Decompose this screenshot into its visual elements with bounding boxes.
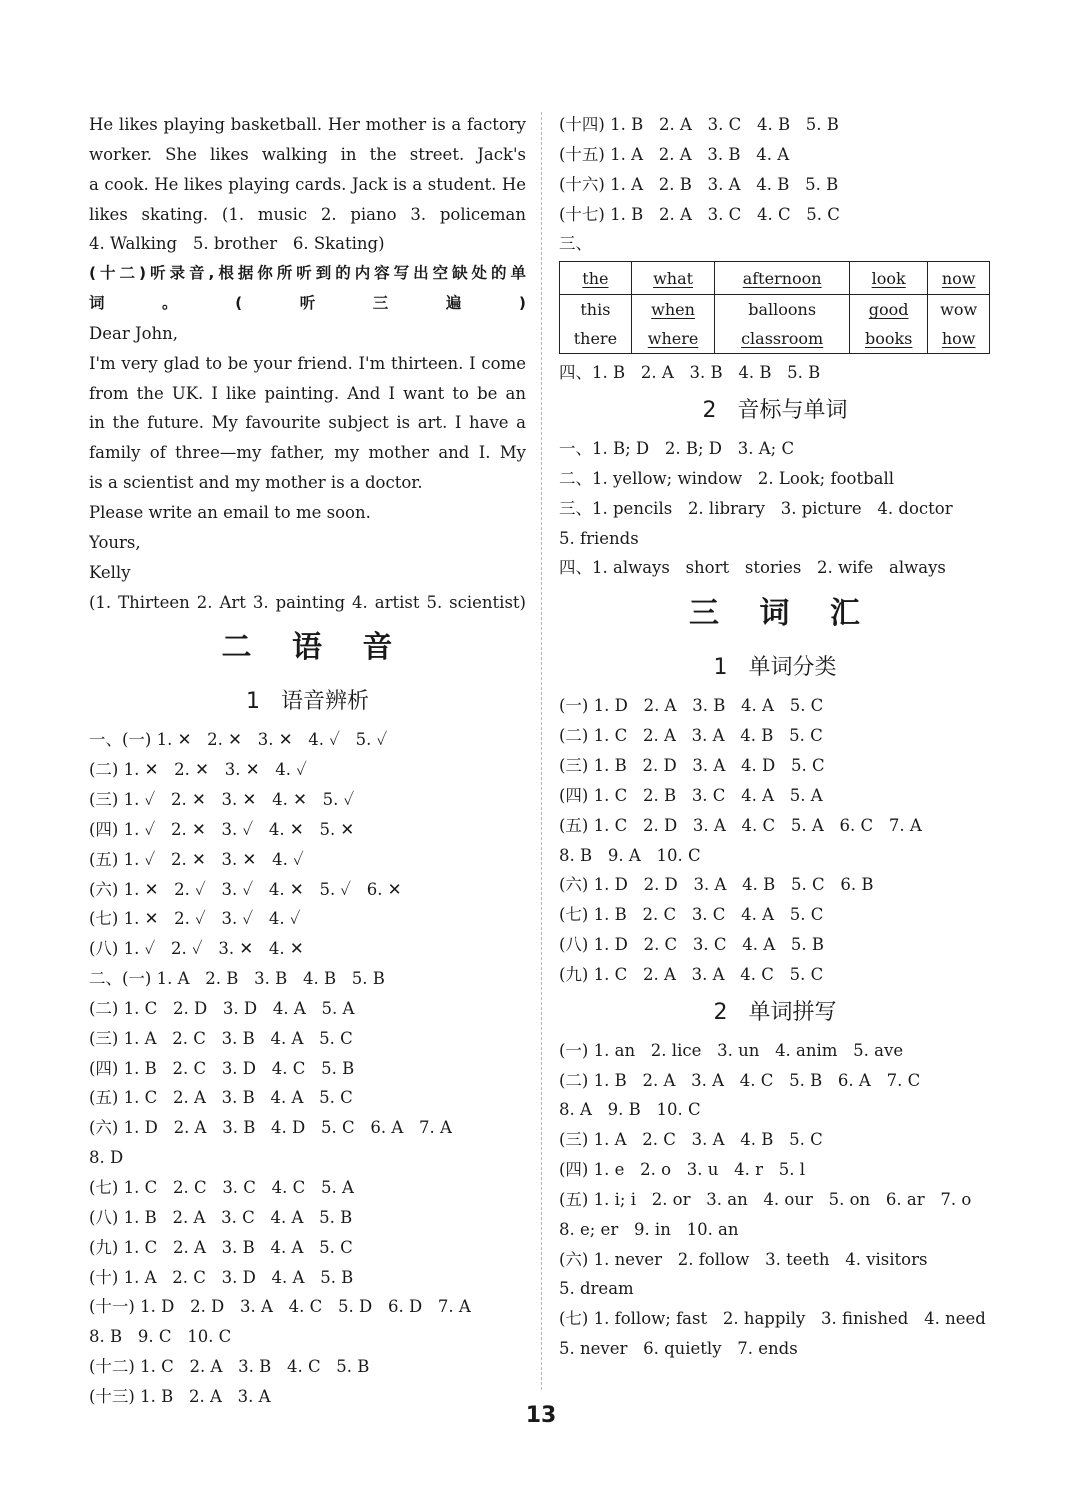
answer-line: 二、1. yellow; window 2. Look; football [559, 468, 895, 488]
answer-line: 8. B 9. C 10. C [89, 1327, 232, 1347]
answer-line: (十三) 1. B 2. A 3. A [89, 1386, 271, 1406]
table-word: classroom [741, 329, 824, 349]
table-cell [715, 262, 850, 295]
text-line: worker. She likes walking in the street. Jack's [89, 144, 526, 164]
answer-line: (二) 1. B 2. A 3. A 4. C 5. B 6. A 7. C [559, 1070, 921, 1090]
answer-line: (六) 1. D 2. D 3. A 4. B 5. C 6. B [559, 875, 874, 895]
answer-line: (八) 1. ✓ 2. ✓ 3. ✕ 4. ✕ [89, 939, 304, 959]
word-table [559, 261, 990, 354]
table-word: balloons [748, 300, 817, 320]
answer-line: (八) 1. D 2. C 3. C 4. A 5. B [559, 935, 825, 955]
answer-line: 8. D [89, 1148, 124, 1168]
answer-line: 三、1. pencils 2. library 3. picture 4. doctor [559, 498, 953, 518]
answer-line: (二) 1. C 2. A 3. A 4. B 5. C [559, 726, 823, 746]
column-divider [541, 112, 542, 1390]
table-cell [715, 295, 850, 354]
subsection-title: 2 音标与单词 [702, 398, 848, 424]
table-word: wow [940, 300, 978, 320]
answer-line: 5. never 6. quietly 7. ends [559, 1339, 798, 1359]
table-word: there [573, 329, 618, 349]
answer-line: (六) 1. ✕ 2. ✓ 3. ✓ 4. ✕ 5. ✓ 6. ✕ [89, 879, 402, 899]
answer-line: (十四) 1. B 2. A 3. C 4. B 5. B [559, 115, 839, 134]
answer-line: (四) 1. e 2. o 3. u 4. r 5. l [559, 1160, 805, 1180]
text-line: family of three—my father, my mother and I. My [89, 443, 526, 463]
answer-line: (七) 1. ✕ 2. ✓ 3. ✓ 4. ✓ [89, 909, 301, 929]
answer-line: 4. Walking 5. brother 6. Skating) [89, 234, 385, 254]
table-word: where [647, 329, 699, 349]
answer-line: (四) 1. ✓ 2. ✕ 3. ✓ 4. ✕ 5. ✕ [89, 819, 355, 839]
answer-line: 一、1. B; D 2. B; D 3. A; C [559, 439, 795, 459]
table-cell [631, 262, 715, 295]
text-line: a cook. He likes playing cards. Jack is a student. He [89, 174, 526, 194]
text-line: (1. Thirteen 2. Art 3. painting 4. artist 5. scientist) [89, 592, 526, 612]
answer-line: (四) 1. C 2. B 3. C 4. A 5. A [559, 785, 823, 805]
answer-line: 四、1. always short stories 2. wife always [559, 558, 946, 578]
table-word: what [653, 268, 694, 288]
answer-line: (七) 1. follow; fast 2. happily 3. finished 4. need [559, 1309, 986, 1329]
answer-line: Kelly [89, 562, 131, 582]
text-line: from the UK. I like painting. And I want to be an [89, 383, 526, 403]
answer-line: 5. dream [559, 1279, 634, 1299]
text-line: I'm very glad to be your friend. I'm thirteen. I come [89, 353, 526, 373]
table-word: afternoon [742, 268, 822, 288]
answer-line: (十六) 1. A 2. B 3. A 4. B 5. B [559, 174, 839, 194]
right-column [559, 110, 991, 1364]
table-cell [560, 262, 632, 295]
answer-line: (四) 1. B 2. C 3. D 4. C 5. B [89, 1058, 355, 1078]
question-heading: (十二)听录音,根据你所听到的内容写出空缺处的单 [89, 264, 526, 283]
table-word: now [941, 268, 976, 288]
text-line: in the future. My favourite subject is art. I have a [89, 413, 526, 433]
answer-line: Please write an email to me soon. [89, 502, 371, 522]
answer-line: (二) 1. C 2. D 3. D 4. A 5. A [89, 998, 355, 1018]
answer-line: (五) 1. i; i 2. or 3. an 4. our 5. on 6. ar 7. o [559, 1189, 972, 1209]
answer-line: 四、1. B 2. A 3. B 4. B 5. B [559, 363, 821, 383]
word-table-row [560, 295, 990, 354]
table-word: this [580, 300, 611, 320]
answer-line: (七) 1. C 2. C 3. C 4. C 5. A [89, 1178, 354, 1197]
answer-line: (九) 1. C 2. A 3. B 4. A 5. C [89, 1237, 353, 1257]
table-cell [631, 295, 715, 354]
word-table-row [560, 262, 990, 295]
table-cell [560, 295, 632, 354]
answer-line: 一、(一) 1. ✕ 2. ✕ 3. ✕ 4. ✓ 5. ✓ [89, 730, 388, 750]
answer-line: (十二) 1. C 2. A 3. B 4. C 5. B [89, 1357, 370, 1377]
answer-line: 三、 [559, 234, 592, 254]
answer-line: (八) 1. B 2. A 3. C 4. A 5. B [89, 1207, 353, 1227]
answer-line: 二、(一) 1. A 2. B 3. B 4. B 5. B [89, 969, 385, 989]
answer-line: (六) 1. D 2. A 3. B 4. D 5. C 6. A 7. A [89, 1118, 452, 1138]
table-word: when [651, 300, 695, 320]
answer-line: (一) 1. D 2. A 3. B 4. A 5. C [559, 696, 824, 716]
table-word: the [582, 268, 609, 288]
answer-line: (二) 1. ✕ 2. ✕ 3. ✕ 4. ✓ [89, 760, 307, 780]
section-title: 三 词 汇 [689, 596, 861, 632]
answer-line: (三) 1. A 2. C 3. B 4. A 5. C [89, 1028, 353, 1048]
answer-line: 8. B 9. A 10. C [559, 845, 701, 865]
table-word: look [871, 268, 906, 288]
text-line: He likes playing basketball. Her mother is a factory [89, 115, 526, 134]
table-word: good [868, 300, 909, 320]
answer-line: (五) 1. C 2. A 3. B 4. A 5. C [89, 1088, 353, 1108]
answer-line: Dear John, [89, 323, 179, 343]
table-word: books [864, 329, 913, 349]
right-bottom-block [559, 358, 991, 1364]
answer-line: (五) 1. ✓ 2. ✕ 3. ✕ 4. ✓ [89, 849, 304, 869]
answer-line: (十七) 1. B 2. A 3. C 4. C 5. C [559, 204, 840, 224]
table-cell [928, 295, 990, 354]
question-heading: 词。(听三遍) [89, 294, 526, 313]
subsection-title: 2 单词拼写 [713, 999, 837, 1025]
right-top-block [559, 110, 991, 259]
subsection-title: 1 语音辨析 [246, 689, 369, 715]
left-column [89, 110, 526, 1412]
table-cell [849, 295, 927, 354]
page-number: 13 [525, 1403, 557, 1428]
answer-line: Yours, [89, 532, 141, 552]
answer-line: 8. e; er 9. in 10. an [559, 1219, 739, 1239]
answer-line: (五) 1. C 2. D 3. A 4. C 5. A 6. C 7. A [559, 815, 922, 835]
table-cell [928, 262, 990, 295]
answer-line: (十一) 1. D 2. D 3. A 4. C 5. D 6. D 7. A [89, 1297, 471, 1317]
answer-line: (六) 1. never 2. follow 3. teeth 4. visitors [559, 1249, 928, 1269]
table-word: how [941, 329, 976, 349]
subsection-title: 1 单词分类 [713, 655, 837, 681]
answer-line: (三) 1. ✓ 2. ✕ 3. ✕ 4. ✕ 5. ✓ [89, 790, 355, 810]
answer-line: (三) 1. A 2. C 3. A 4. B 5. C [559, 1130, 823, 1150]
table-cell [849, 262, 927, 295]
answer-line: (三) 1. B 2. D 3. A 4. D 5. C [559, 755, 825, 775]
section-title: 二 语 音 [221, 630, 394, 666]
answer-line: is a scientist and my mother is a doctor. [89, 473, 423, 493]
text-line: likes skating. (1. music 2. piano 3. policeman [89, 204, 526, 224]
answer-line: (一) 1. an 2. lice 3. un 4. anim 5. ave [559, 1040, 904, 1060]
answer-line: (十) 1. A 2. C 3. D 4. A 5. B [89, 1267, 354, 1287]
answer-line: (七) 1. B 2. C 3. C 4. A 5. C [559, 905, 824, 925]
answer-line: 5. friends [559, 528, 639, 548]
answer-line: (九) 1. C 2. A 3. A 4. C 5. C [559, 964, 824, 984]
answer-line: 8. A 9. B 10. C [559, 1100, 701, 1120]
answer-line: (十五) 1. A 2. A 3. B 4. A [559, 144, 790, 164]
